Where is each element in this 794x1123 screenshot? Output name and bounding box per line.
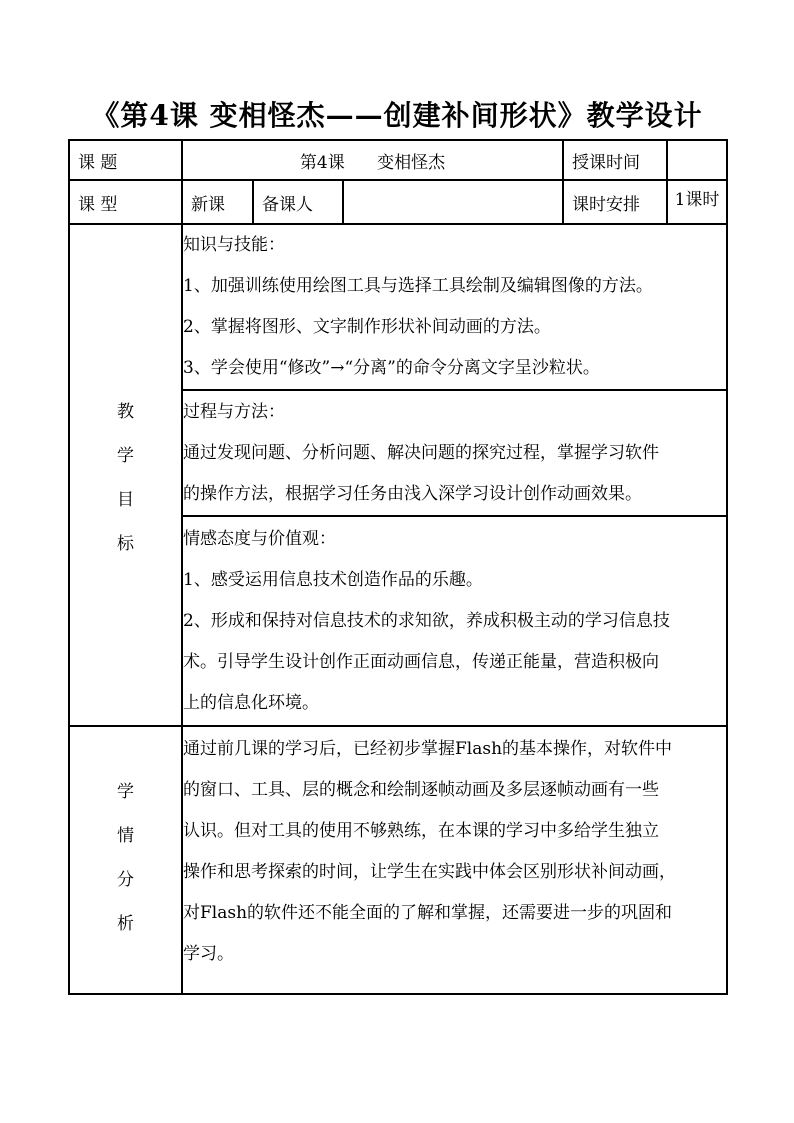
- preparer-value: [343, 180, 563, 224]
- analysis-line: 学习。: [183, 944, 234, 964]
- analysis-label-cell: [69, 726, 182, 994]
- objectives-label-char: 标: [117, 533, 134, 554]
- emotion-item: 1、感受运用信息技术创造作品的乐趣。: [183, 569, 483, 590]
- process-text-line: 通过发现问题、分析问题、解决问题的探究过程，掌握学习软件: [183, 442, 659, 463]
- knowledge-item: 1、加强训练使用绘图工具与选择工具绘制及编辑图像的方法。: [183, 276, 653, 296]
- analysis-line: 认识。但对工具的使用不够熟练，在本课的学习中多给学生独立: [183, 821, 659, 841]
- process-section: [182, 390, 727, 516]
- schedule-label: 课时安排: [563, 180, 667, 224]
- objectives-label-char: 目: [117, 489, 134, 510]
- analysis-line: 操作和思考探索的时间，让学生在实践中体会区别形状补间动画，: [183, 862, 676, 882]
- analysis-label-char: 学: [117, 781, 134, 802]
- topic-label: 课 题: [69, 140, 182, 180]
- topic-value: 第4课 变相怪杰: [182, 140, 563, 180]
- row-topic: [69, 140, 727, 180]
- emotion-item-line: 上的信息化环境。: [183, 692, 319, 713]
- class-time-value: [667, 140, 727, 180]
- row-type: [69, 180, 727, 224]
- analysis-section: [182, 726, 727, 994]
- type-label: 课 型: [69, 180, 182, 224]
- knowledge-heading: 知识与技能：: [183, 235, 285, 255]
- lesson-plan-table: [68, 139, 728, 995]
- type-value: 新课: [182, 180, 253, 224]
- analysis-label-char: 析: [117, 913, 134, 934]
- schedule-value: 1课时: [667, 180, 727, 224]
- objectives-label: [70, 397, 181, 554]
- row-student-analysis: [69, 726, 727, 994]
- emotion-section: [182, 516, 727, 726]
- analysis-line: 通过前几课的学习后，已经初步掌握Flash的基本操作，对软件中: [183, 739, 673, 759]
- emotion-heading: 情感态度与价值观：: [183, 528, 336, 549]
- process-text-line: 的操作方法，根据学习任务由浅入深学习设计创作动画效果。: [183, 483, 642, 504]
- knowledge-item: 3、学会使用“修改”→“分离”的命令分离文字呈沙粒状。: [183, 358, 600, 378]
- process-heading: 过程与方法：: [183, 401, 285, 422]
- analysis-label-char: 情: [117, 825, 134, 846]
- analysis-line: 的窗口、工具、层的概念和绘制逐帧动画及多层逐帧动画有一些: [183, 780, 659, 800]
- class-time-label: 授课时间: [563, 140, 667, 180]
- emotion-item-line: 2、形成和保持对信息技术的求知欲，养成积极主动的学习信息技: [183, 610, 670, 631]
- objectives-label-cell: [69, 224, 182, 726]
- preparer-label: 备课人: [253, 180, 343, 224]
- page-title: 《第4课 变相怪杰——创建补间形状》教学设计: [91, 99, 703, 132]
- analysis-label: [70, 777, 181, 934]
- analysis-line: 对Flash的软件还不能全面的了解和掌握，还需要进一步的巩固和: [183, 903, 673, 923]
- row-objectives-knowledge: [69, 224, 727, 390]
- emotion-item-line: 术。引导学生设计创作正面动画信息，传递正能量，营造积极向: [183, 651, 659, 672]
- knowledge-item: 2、掌握将图形、文字制作形状补间动画的方法。: [183, 317, 551, 337]
- objectives-label-char: 学: [117, 445, 134, 466]
- objectives-label-char: 教: [117, 401, 134, 422]
- knowledge-section: [182, 224, 727, 390]
- analysis-label-char: 分: [117, 869, 134, 890]
